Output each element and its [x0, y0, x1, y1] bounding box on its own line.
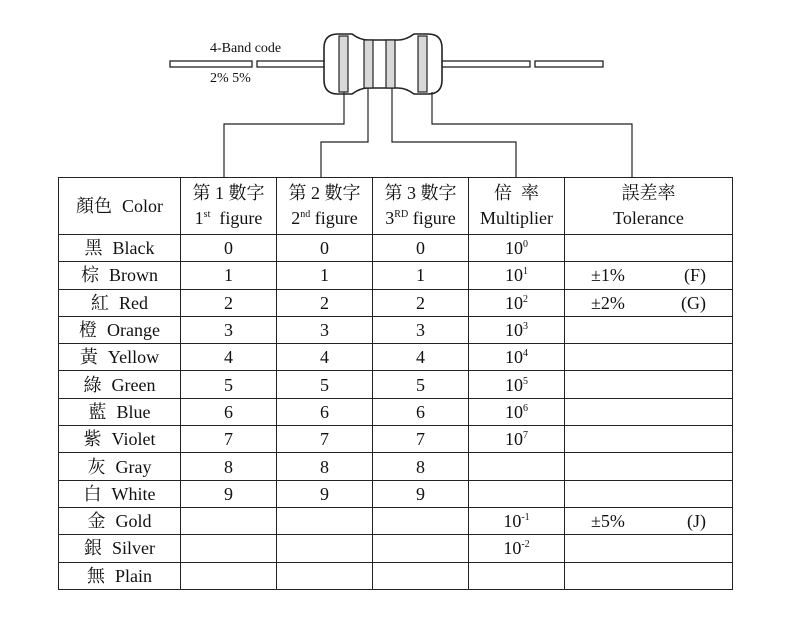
- multiplier-exponent: 2: [523, 293, 528, 305]
- color-cjk: 無: [86, 565, 105, 586]
- digit2-cell: 6: [277, 398, 373, 425]
- multiplier-base: 10: [505, 401, 523, 422]
- color-en: Blue: [116, 401, 151, 422]
- header-digit2-ordinal: 2: [291, 208, 301, 228]
- header-digit3-suffix: RD: [394, 209, 409, 220]
- tolerance-value: ±1%: [591, 265, 625, 286]
- left-lead: [170, 61, 325, 67]
- header-digit2-suffix: nd: [300, 209, 311, 220]
- color-cell: [59, 235, 181, 262]
- band-2: [364, 40, 373, 88]
- digit2-cell: [277, 562, 373, 589]
- color-cjk: 紫: [83, 429, 102, 450]
- digit2-cell: 0: [277, 235, 373, 262]
- table-row: [59, 371, 733, 398]
- multiplier-exponent: -2: [521, 539, 530, 551]
- digit1-cell: 3: [181, 316, 277, 343]
- leader-digit1: [224, 92, 344, 178]
- color-en: Yellow: [107, 347, 160, 368]
- digit1-cell: [181, 562, 277, 589]
- digit1-cell: 8: [181, 453, 277, 480]
- color-code-table: [58, 177, 733, 590]
- digit2-cell: [277, 535, 373, 562]
- header-tolerance-en: Tolerance: [613, 208, 684, 228]
- table-row: [59, 398, 733, 425]
- header-digit2-cjk: 第 2 數字: [288, 183, 361, 203]
- tolerance-cell: [565, 235, 733, 262]
- table-row: [59, 507, 733, 534]
- band-3: [386, 40, 395, 88]
- color-en: Brown: [109, 265, 158, 286]
- header-digit1-ordinal: 1: [194, 208, 204, 228]
- tolerance-cell: [565, 344, 733, 371]
- multiplier-exponent: 7: [523, 430, 528, 442]
- digit3-cell: 8: [373, 453, 469, 480]
- digit3-cell: 3: [373, 316, 469, 343]
- multiplier-exponent: -1: [521, 512, 530, 524]
- header-row: [59, 178, 733, 235]
- header-color: [59, 178, 181, 235]
- color-cell: [59, 426, 181, 453]
- multiplier-cell: [469, 535, 565, 562]
- multiplier-base: 10: [505, 320, 523, 341]
- color-cell: [59, 316, 181, 343]
- table-row: [59, 344, 733, 371]
- multiplier-cell: [469, 480, 565, 507]
- multiplier-exponent: 4: [523, 348, 528, 360]
- tolerance-code: (F): [684, 265, 706, 286]
- tolerance-cell: [565, 262, 733, 289]
- digit1-cell: 1: [181, 262, 277, 289]
- color-cjk: 銀: [84, 538, 102, 559]
- digit2-cell: 8: [277, 453, 373, 480]
- tolerance-value: ±2%: [591, 292, 625, 313]
- multiplier-exponent: 0: [523, 239, 528, 251]
- digit1-cell: 6: [181, 398, 277, 425]
- header-color-cjk: 顏色: [75, 195, 112, 216]
- header-multiplier-en: Multiplier: [480, 208, 553, 228]
- band-1: [339, 36, 348, 92]
- multiplier-cell: [469, 289, 565, 316]
- multiplier-base: 10: [505, 374, 523, 395]
- multiplier-cell: [469, 235, 565, 262]
- header-digit3-ordinal: 3: [385, 208, 395, 228]
- multiplier-cell: [469, 262, 565, 289]
- digit3-cell: 6: [373, 398, 469, 425]
- header-color-en: Color: [121, 195, 163, 216]
- multiplier-exponent: 1: [523, 266, 528, 278]
- color-cell: [59, 507, 181, 534]
- leader-digit3: [392, 88, 516, 178]
- color-en: Silver: [112, 538, 155, 559]
- header-digit1-cjk: 第 1 數字: [192, 183, 265, 203]
- color-cjk: 藍: [88, 401, 107, 422]
- color-cell: [59, 344, 181, 371]
- digit3-cell: 9: [373, 480, 469, 507]
- header-digit3-word: figure: [412, 208, 456, 228]
- digit2-cell: 7: [277, 426, 373, 453]
- header-digit1-suffix: st: [203, 209, 211, 220]
- multiplier-base: 10: [505, 429, 523, 450]
- header-tolerance-cjk: 誤差率: [621, 183, 676, 203]
- tolerance-cell: [565, 507, 733, 534]
- multiplier-exponent: 3: [523, 321, 528, 333]
- tolerance-value: ±5%: [591, 511, 625, 532]
- color-cell: [59, 453, 181, 480]
- digit3-cell: 1: [373, 262, 469, 289]
- table-row: [59, 289, 733, 316]
- digit3-cell: 7: [373, 426, 469, 453]
- tolerance-cell: [565, 535, 733, 562]
- color-en: Red: [119, 292, 148, 313]
- header-multiplier: [469, 178, 565, 235]
- digit3-cell: 5: [373, 371, 469, 398]
- digit2-cell: 4: [277, 344, 373, 371]
- digit1-cell: 5: [181, 371, 277, 398]
- table-row: [59, 480, 733, 507]
- color-cell: [59, 535, 181, 562]
- color-cjk: 紅: [91, 292, 109, 313]
- resistor-diagram: [0, 0, 800, 180]
- tolerance-code: (G): [681, 292, 706, 313]
- table-row: [59, 453, 733, 480]
- tolerance-cell: [565, 371, 733, 398]
- multiplier-cell: [469, 426, 565, 453]
- color-cjk: 橙: [79, 320, 97, 341]
- multiplier-cell: [469, 507, 565, 534]
- digit3-cell: 0: [373, 235, 469, 262]
- table-row: [59, 262, 733, 289]
- tolerance-cell: [565, 398, 733, 425]
- multiplier-base: 10: [505, 347, 523, 368]
- digit2-cell: 1: [277, 262, 373, 289]
- digit1-cell: [181, 507, 277, 534]
- digit3-cell: 4: [373, 344, 469, 371]
- multiplier-base: 10: [505, 292, 523, 313]
- multiplier-base: 10: [503, 511, 522, 532]
- header-digit3: [373, 178, 469, 235]
- header-digit2: [277, 178, 373, 235]
- leader-lines: [224, 88, 632, 178]
- digit2-cell: 5: [277, 371, 373, 398]
- tolerance-cell: [565, 562, 733, 589]
- table-row: [59, 235, 733, 262]
- multiplier-base: 10: [505, 265, 523, 286]
- digit3-cell: [373, 507, 469, 534]
- multiplier-cell: [469, 371, 565, 398]
- digit1-cell: [181, 535, 277, 562]
- color-cell: [59, 371, 181, 398]
- digit3-cell: 2: [373, 289, 469, 316]
- multiplier-cell: [469, 316, 565, 343]
- header-tolerance: [565, 178, 733, 235]
- tolerance-cell: [565, 426, 733, 453]
- color-cjk: 金: [87, 511, 106, 532]
- multiplier-base: 10: [503, 538, 522, 559]
- tolerance-cell: [565, 316, 733, 343]
- table-row: [59, 535, 733, 562]
- color-cjk: 棕: [81, 265, 99, 286]
- multiplier-base: 10: [505, 238, 523, 259]
- color-en: Gray: [115, 456, 152, 477]
- color-cell: [59, 562, 181, 589]
- digit1-cell: 4: [181, 344, 277, 371]
- color-en: Violet: [111, 429, 156, 450]
- digit1-cell: 7: [181, 426, 277, 453]
- digit2-cell: 9: [277, 480, 373, 507]
- table-row: [59, 316, 733, 343]
- multiplier-cell: [469, 344, 565, 371]
- header-digit3-cjk: 第 3 數字: [384, 183, 457, 203]
- header-multiplier-cjk: 倍 率: [494, 183, 539, 203]
- multiplier-cell: [469, 398, 565, 425]
- multiplier-exponent: 6: [523, 402, 528, 414]
- color-cjk: 灰: [87, 456, 106, 477]
- color-en: Green: [111, 374, 156, 395]
- band-code-label: 4-Band code: [210, 41, 282, 56]
- digit2-cell: [277, 507, 373, 534]
- color-cjk: 白: [83, 483, 102, 504]
- tolerance-cell: [565, 480, 733, 507]
- color-cell: [59, 398, 181, 425]
- color-en: Orange: [107, 320, 160, 341]
- color-cjk: 黃: [79, 347, 98, 368]
- color-cell: [59, 480, 181, 507]
- tolerance-label: 2% 5%: [210, 71, 251, 86]
- table-row: [59, 426, 733, 453]
- color-en: White: [111, 483, 156, 504]
- digit3-cell: [373, 562, 469, 589]
- color-en: Plain: [114, 565, 152, 586]
- tolerance-cell: [565, 453, 733, 480]
- table-row: [59, 562, 733, 589]
- digit1-cell: 9: [181, 480, 277, 507]
- header-digit2-word: figure: [314, 208, 358, 228]
- color-cell: [59, 289, 181, 316]
- multiplier-cell: [469, 453, 565, 480]
- digit2-cell: 3: [277, 316, 373, 343]
- digit3-cell: [373, 535, 469, 562]
- header-digit1: [181, 178, 277, 235]
- multiplier-cell: [469, 562, 565, 589]
- color-en: Gold: [115, 511, 152, 532]
- color-cell: [59, 262, 181, 289]
- multiplier-exponent: 5: [523, 375, 528, 387]
- tolerance-code: (J): [687, 511, 706, 532]
- band-4: [418, 36, 427, 92]
- digit2-cell: 2: [277, 289, 373, 316]
- leader-tolerance: [432, 92, 632, 178]
- digit1-cell: 0: [181, 235, 277, 262]
- color-en: Black: [112, 238, 155, 259]
- header-digit1-word: figure: [219, 208, 263, 228]
- right-lead: [440, 61, 603, 67]
- color-cjk: 綠: [83, 374, 102, 395]
- color-cjk: 黑: [84, 238, 103, 259]
- tolerance-cell: [565, 289, 733, 316]
- digit1-cell: 2: [181, 289, 277, 316]
